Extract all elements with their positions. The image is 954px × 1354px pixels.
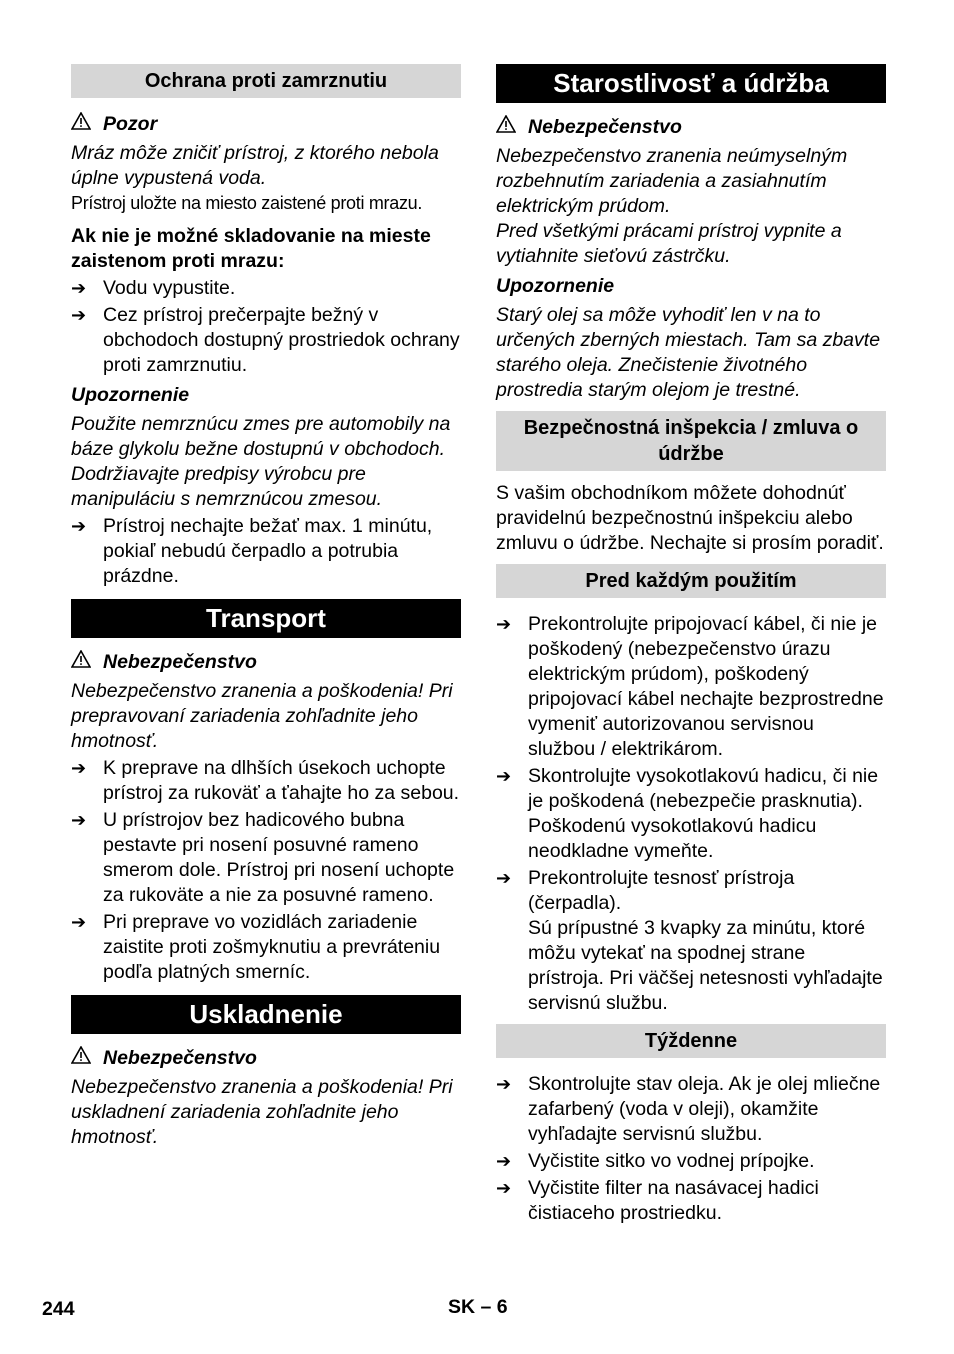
care-heading: Starostlivosť a údržba: [496, 64, 886, 103]
freeze-heading: Ochrana proti zamrznutiu: [71, 64, 461, 98]
list-item: ➔ Cez prístroj prečerpajte bežný v obchodoch dostupný prostriedok ochrany proti zamrznutiu.: [71, 304, 460, 376]
arrow-right-icon: ➔: [71, 810, 87, 830]
arrow-right-icon: ➔: [496, 614, 512, 634]
page-number: 244: [42, 1298, 75, 1320]
transport-warning-text: Nebezpečenstvo zranenia a poškodenia! Pri prepravovaní zariadenia zohľadnite jeho hmotnosť.: [71, 680, 453, 752]
storage-warning: [71, 1046, 461, 1071]
freeze-bold-text: Ak nie je možné skladovanie na mieste zaistenom proti mrazu:: [71, 225, 431, 272]
care-note-label: Upozornenie: [496, 275, 615, 297]
transport-warning-label: Nebezpečenstvo: [103, 651, 257, 673]
list-item: ➔ Pri preprave vo vozidlách zariadenie zaistite proti zošmyknutiu a prevráteniu podľa platných smerníc.: [71, 911, 441, 983]
list-item: ➔ Prístroj nechajte bežať max. 1 minútu, pokiaľ nebudú čerpadlo a potrubia prázdne.: [71, 515, 433, 587]
care-warning-text-2: Pred všetkými prácami prístroj vypnite a vytiahnite sieťovú zástrčku.: [496, 220, 842, 267]
list-item: ➔ Vyčistite sitko vo vodnej prípojke.: [496, 1150, 815, 1172]
before-item3-sub: Sú prípustné 3 kvapky za minútu, ktoré môžu vytekať na spodnej strane prístroja. Pri väčšej netesnosti vyhľadajte servisnú službu.: [528, 917, 883, 1014]
section-code: SK – 6: [448, 1296, 508, 1318]
weekly-heading: Týždenne: [496, 1024, 886, 1058]
freeze-note-label: Upozornenie: [71, 384, 190, 406]
before-item2-sub: Poškodenú vysokotlakovú hadicu neodkladne vymeňte.: [528, 815, 817, 862]
list-item: ➔ Prekontrolujte tesnosť prístroja (čerpadla).: [496, 867, 795, 914]
care-warning-text-1: Nebezpečenstvo zranenia neúmyselným rozbehnutím zariadenia a zasiahnutím elektrickým prúdom.: [496, 145, 848, 217]
list-item: ➔ Skontrolujte vysokotlakovú hadicu, či nie je poškodená (nebezpečie prasknutia).: [496, 765, 879, 812]
list-item: ➔ Vodu vypustite.: [71, 277, 236, 299]
arrow-right-icon: ➔: [496, 1178, 512, 1198]
freeze-warning-text: Mráz môže zničiť prístroj, z ktorého nebola úplne vypustená voda.: [71, 142, 439, 189]
list-item: ➔ K preprave na dlhších úsekoch uchopte prístroj za rukoväť a ťahajte ho za sebou.: [71, 757, 460, 804]
freeze-note-text-2: Dodržiavajte predpisy výrobcu pre manipuláciu s nemrznúcou zmesou.: [71, 463, 383, 510]
list-item: ➔ Skontrolujte stav oleja. Ak je olej mliečne zafarbený (voda v oleji), okamžite vyhľadajte servisnú službu.: [496, 1073, 881, 1145]
warning-triangle-icon: [496, 115, 520, 140]
arrow-right-icon: ➔: [496, 868, 512, 888]
arrow-right-icon: ➔: [496, 766, 512, 786]
warning-triangle-icon: [71, 1046, 95, 1071]
inspection-text: S vašim obchodníkom môžete dohodnúť pravidelnú bezpečnostnú inšpekciu alebo zmluvu o údržbe. Nechajte si prosím poradiť.: [496, 482, 884, 554]
storage-heading: Uskladnenie: [71, 995, 461, 1034]
warning-triangle-icon: [71, 112, 95, 137]
list-item: ➔ Prekontrolujte pripojovací kábel, či nie je poškodený (nebezpečenstvo úrazu elektrickým prúdom), poškodený pripojovací kábel nechajte bezprostredne vymeniť autorizovanou servisnou službou / elektrikárom.: [496, 613, 884, 760]
arrow-right-icon: ➔: [71, 912, 87, 932]
transport-heading: Transport: [71, 599, 461, 638]
warning-triangle-icon: [71, 650, 95, 675]
care-warning: [496, 115, 886, 140]
freeze-warning: [71, 112, 461, 137]
freeze-note-text-1: Použite nemrznúcu zmes pre automobily na báze glykolu bežne dostupnú v obchodoch.: [71, 413, 451, 460]
freeze-store-text: Prístroj uložte na miesto zaistené proti mrazu.: [71, 193, 423, 213]
inspection-heading: Bezpečnostná inšpekcia / zmluva o údržbe: [496, 411, 886, 471]
freeze-warning-label: Pozor: [103, 113, 158, 135]
storage-warning-label: Nebezpečenstvo: [103, 1047, 257, 1069]
list-item: ➔ U prístrojov bez hadicového bubna pestavte pri nosení posuvné rameno smerom dole. Prístroj pri nosení uchopte za rukoväte a nie za posuvné rameno.: [71, 809, 455, 906]
arrow-right-icon: ➔: [496, 1151, 512, 1171]
care-warning-label: Nebezpečenstvo: [528, 116, 682, 138]
arrow-right-icon: ➔: [496, 1074, 512, 1094]
before-use-heading: Pred každým použitím: [496, 564, 886, 598]
storage-warning-text: Nebezpečenstvo zranenia a poškodenia! Pri uskladnení zariadenia zohľadnite jeho hmotnosť.: [71, 1076, 453, 1148]
arrow-right-icon: ➔: [71, 758, 87, 778]
right-column: [496, 64, 886, 1226]
list-item: ➔ Vyčistite filter na nasávacej hadici čistiaceho prostriedku.: [496, 1177, 819, 1224]
arrow-right-icon: ➔: [71, 516, 87, 536]
care-note-text: Starý olej sa môže vyhodiť len v na to určených zberných miestach. Tam sa zbavte starého oleja. Znečistenie životného prostredia starým olejom je trestné.: [496, 304, 881, 401]
arrow-right-icon: ➔: [71, 305, 87, 325]
arrow-right-icon: ➔: [71, 278, 87, 298]
left-column: [71, 64, 461, 1150]
transport-warning: [71, 650, 461, 675]
